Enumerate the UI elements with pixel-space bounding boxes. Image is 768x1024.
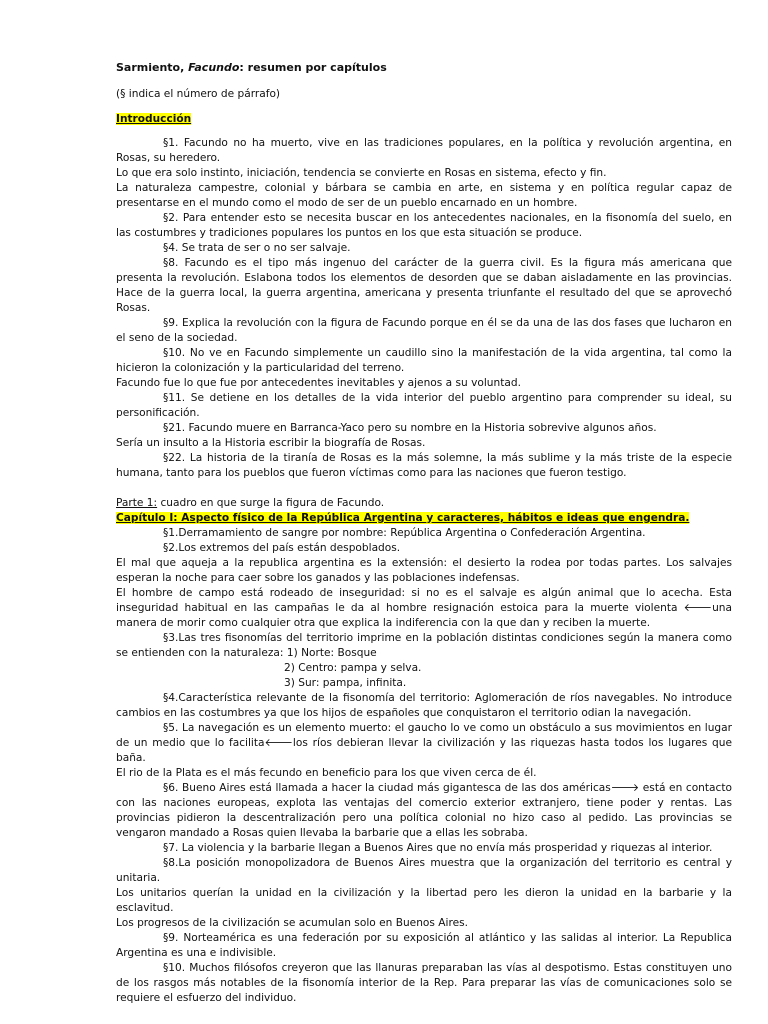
document-title bbox=[116, 60, 732, 75]
paragraph: §8. Facundo es el tipo más ingenuo del carácter de la guerra civil. Es la figura más americana que presenta la revolución. Eslabona todos los elementos de desorden que se daban aisladamente en las provincias. Hace de la guerra local, la guerra argentina, americana y presenta triunfante el resultado del que se aprovechó Rosas. bbox=[116, 257, 732, 314]
paragraph: Lo que era solo instinto, iniciación, tendencia se convierte en Rosas en sistema, efecto y fin. bbox=[116, 167, 607, 179]
paragraph: §2.Los extremos del país están despoblados. bbox=[163, 542, 401, 554]
paragraph: §21. Facundo muere en Barranca-Yaco pero su nombre en la Historia sobrevive algunos años. bbox=[163, 422, 657, 434]
paragraph: La naturaleza campestre, colonial y bárbara se cambia en arte, en sistema y en política regular capaz de presentarse en el mundo como el modo de ser de un pueblo encarnado en un hombre. bbox=[116, 182, 732, 209]
paragraph: §9. Norteamérica es una federación por su exposición al atlántico y las salidas al interior. La Republica Argentina es una e indivisible. bbox=[116, 932, 732, 959]
chapter-heading: Capítulo I: Aspecto físico de la República Argentina y caracteres, hábitos e ideas que engendra. bbox=[116, 512, 690, 524]
paragraph: §22. La historia de la tiranía de Rosas es la más solemne, la más sublime y la más triste de la especie humana, tanto para los pueblos que fueron víctimas como para las naciones que fueron testigo. bbox=[116, 452, 732, 479]
title-suffix: : resumen por capítulos bbox=[239, 61, 387, 74]
paragraph: 3) Sur: pampa, infinita. bbox=[284, 677, 407, 689]
intro-heading: Introducción bbox=[116, 113, 192, 125]
paragraph: §6. Bueno Aires está llamada a hacer la ciudad más gigantesca de las dos américas🡒 está en contacto con las naciones europeas, explota las ventajas del comercio exterior extranjero, tiene poder y rentas. Las provincias pidieron la descentralización pero una política colonial no hizo caso al pedido. Las provincias se vengaron mandado a Rosas quien llevaba la barbarie que a ellas les sobraba. bbox=[116, 782, 732, 839]
paragraph: 2) Centro: pampa y selva. bbox=[284, 662, 422, 674]
paragraph: El hombre de campo está rodeado de inseguridad: si no es el salvaje es algún animal que lo acecha. Esta inseguridad habitual en las campañas le da al hombre resignación estoica para la muerte violenta 🡐una manera de morir como cualquier otra que explica la indiferencia con la que dan y reciben la muerte. bbox=[116, 587, 732, 629]
section-gap bbox=[116, 481, 732, 496]
part-text: cuadro en que surge la figura de Facundo. bbox=[157, 497, 385, 509]
paragraph: §4. Se trata de ser o no ser salvaje. bbox=[163, 242, 351, 254]
part-label: Parte 1: bbox=[116, 497, 158, 509]
paragraph-note: (§ indica el número de párrafo) bbox=[116, 88, 281, 100]
paragraph: Sería un insulto a la Historia escribir la biografía de Rosas. bbox=[116, 437, 426, 449]
paragraph: §8.La posición monopolizadora de Buenos Aires muestra que la organización del territorio es central y unitaria. bbox=[116, 857, 732, 884]
paragraph: El mal que aqueja a la republica argentina es la extensión: el desierto la rodea por todas partes. Los salvajes esperan la noche para caer sobre los ganados y las poblaciones indefensas. bbox=[116, 557, 732, 584]
paragraph: §3.Las tres fisonomías del territorio imprime en la población distintas condiciones según la manera como se entienden con la naturaleza: 1) Norte: Bosque bbox=[116, 632, 732, 659]
paragraph: El rio de la Plata es el más fecundo en beneficio para los que viven cerca de él. bbox=[116, 767, 537, 779]
paragraph: §1. Facundo no ha muerto, vive en las tradiciones populares, en la política y revolución argentina, en Rosas, su heredero. bbox=[116, 137, 732, 164]
intro-heading-row bbox=[116, 112, 732, 127]
paragraph: §1.Derramamiento de sangre por nombre: República Argentina o Confederación Argentina. bbox=[163, 527, 646, 539]
paragraph: §7. La violencia y la barbarie llegan a Buenos Aires que no envía más prosperidad y riquezas al interior. bbox=[163, 842, 713, 854]
paragraph: §9. Explica la revolución con la figura de Facundo porque en él se da una de las dos fases que lucharon en el seno de la sociedad. bbox=[116, 317, 732, 344]
paragraph: §11. Se detiene en los detalles de la vida interior del pueblo argentino para comprender su ideal, su personificación. bbox=[116, 392, 732, 419]
paragraph: §4.Característica relevante de la fisonomía del territorio: Aglomeración de ríos navegables. No introduce cambios en las costumbres ya que los hijos de españoles que conquistaron el territorio odian la navegación. bbox=[116, 692, 732, 719]
paragraph: §10. Muchos filósofos creyeron que las llanuras preparaban las vías al despotismo. Estas constituyen uno de los rasgos más notables de la fisonomía interior de la Rep. Para preparar las vías de comunicaciones solo se requiere el esfuerzo del individuo. bbox=[116, 962, 732, 1004]
paragraph: §2. Para entender esto se necesita buscar en los antecedentes nacionales, en la fisonomía del suelo, en las costumbres y tradiciones populares los puntos en los que esta situación se produce. bbox=[116, 212, 732, 239]
paragraph: Los unitarios querían la unidad en la civilización y la libertad pero les dieron la unidad en la barbarie y la esclavitud. bbox=[116, 887, 732, 914]
chapter-section bbox=[116, 526, 732, 1006]
part-line bbox=[116, 496, 732, 511]
paragraph: §10. No ve en Facundo simplemente un caudillo sino la manifestación de la vida argentina, tal como la hicieron la colonización y la particularidad del terreno. bbox=[116, 347, 732, 374]
paragraph: §5. La navegación es un elemento muerto: el gaucho lo ve como un obstáculo a sus movimientos en lugar de un medio que lo facilita🡐los ríos debieran llevar la civilización y las riquezas hasta todos los lugares que baña. bbox=[116, 722, 732, 764]
intro-section bbox=[116, 136, 732, 481]
paragraph: Los progresos de la civilización se acumulan solo en Buenos Aires. bbox=[116, 917, 469, 929]
paragraph: Facundo fue lo que fue por antecedentes inevitables y ajenos a su voluntad. bbox=[116, 377, 521, 389]
title-italic: Facundo bbox=[188, 61, 240, 74]
chapter-heading-row bbox=[116, 511, 732, 526]
title-prefix: Sarmiento, bbox=[116, 61, 189, 74]
